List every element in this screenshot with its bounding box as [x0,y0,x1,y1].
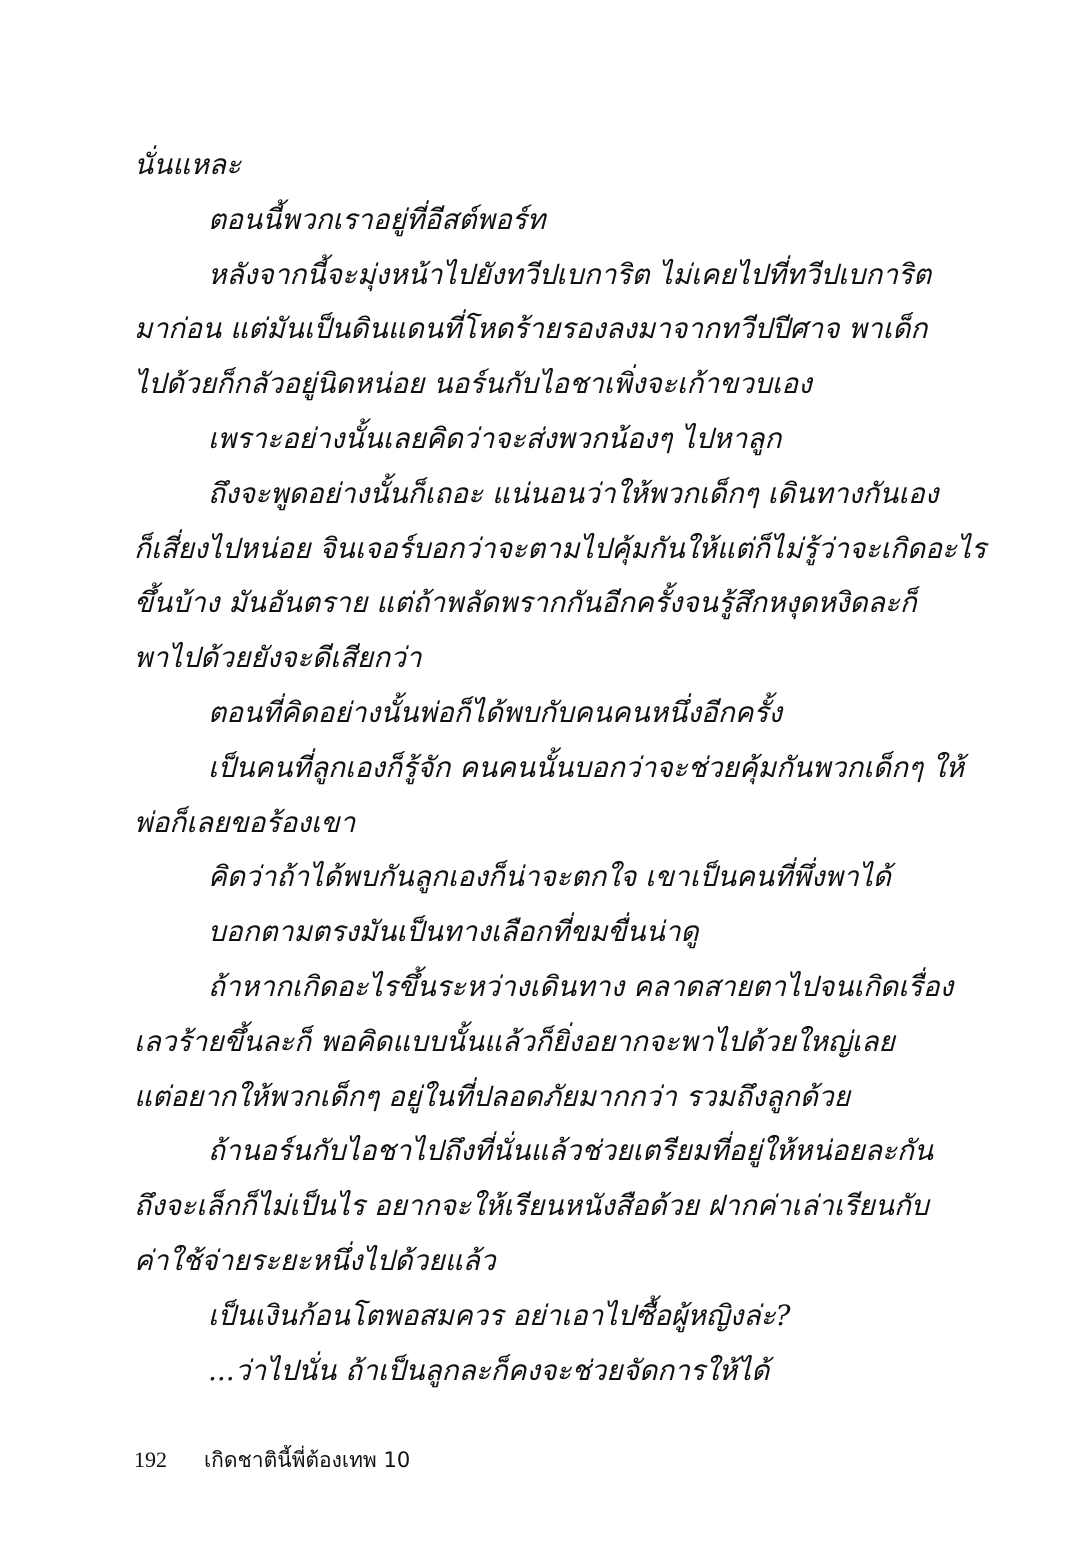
text-line: ถึงจะเล็กก็ไม่เป็นไร อยากจะให้เรียนหนังสือด้วย ฝากค่าเล่าเรียนกับ [134,1189,929,1223]
text-line: ถ้าหากเกิดอะไรขึ้นระหว่างเดินทาง คลาดสายตาไปจนเกิดเรื่อง [208,969,954,1003]
text-line: ถ้านอร์นกับไอชาไปถึงที่นั่นแล้วช่วยเตรียมที่อยู่ให้หน่อยละกัน [208,1134,934,1168]
page-footer [134,1444,410,1477]
text-line: ก็เสี่ยงไปหน่อย จินเจอร์บอกว่าจะตามไปคุ้มกันให้แต่ก็ไม่รู้ว่าจะเกิดอะไร [134,531,987,565]
text-line: เลวร้ายขึ้นละก็ พอคิดแบบนั้นแล้วก็ยิ่งอยากจะพาไปด้วยใหญ่เลย [134,1024,895,1058]
text-line: คิดว่าถ้าได้พบกันลูกเองก็น่าจะตกใจ เขาเป็นคนที่พึ่งพาได้ [208,860,891,894]
book-title: เกิดชาตินี้พี่ต้องเทพ 10 [204,1448,411,1472]
text-line: ตอนที่คิดอย่างนั้นพ่อก็ได้พบกับคนคนหนึ่งอีกครั้ง [208,695,783,729]
text-line: มาก่อน แต่มันเป็นดินแดนที่โหดร้ายรองลงมาจากทวีปปีศาจ พาเด็ก [134,312,928,346]
text-line: ถึงจะพูดอย่างนั้นก็เถอะ แน่นอนว่าให้พวกเด็กๆ เดินทางกันเอง [208,476,939,510]
text-line: พาไปด้วยยังจะดีเสียกว่า [134,641,422,675]
text-line: หลังจากนี้จะมุ่งหน้าไปยังทวีปเบการิต ไม่เคยไปที่ทวีปเบการิต [208,257,932,291]
text-line: นั่นแหละ [134,148,241,181]
text-line: ไปด้วยก็กลัวอยู่นิดหน่อย นอร์นกับไอชาเพิ่งจะเก้าขวบเอง [134,367,812,401]
text-line: เป็นคนที่ลูกเองก็รู้จัก คนคนนั้นบอกว่าจะช่วยคุ้มกันพวกเด็กๆ ให้ [208,750,965,784]
text-line: ตอนนี้พวกเราอยู่ที่อีสต์พอร์ท [208,202,546,236]
body-text [134,138,987,1398]
text-line: เป็นเงินก้อนโตพอสมควร อย่าเอาไปซื้อผู้หญิงล่ะ? [208,1298,791,1332]
text-line: ขึ้นบ้าง มันอันตราย แต่ถ้าพลัดพรากกันอีกครั้งจนรู้สึกหงุดหงิดละก็ [134,586,917,620]
text-line: ...ว่าไปนั่น ถ้าเป็นลูกละก็คงจะช่วยจัดการให้ได้ [208,1353,770,1387]
text-line: เพราะอย่างนั้นเลยคิดว่าจะส่งพวกน้องๆ ไปหาลูก [208,421,782,455]
text-line: ค่าใช้จ่ายระยะหนึ่งไปด้วยแล้ว [134,1243,496,1277]
page-number: 192 [134,1447,167,1472]
text-line: พ่อก็เลยขอร้องเขา [134,805,356,839]
text-line: แต่อยากให้พวกเด็กๆ อยู่ในที่ปลอดภัยมากกว่า รวมถึงลูกด้วย [134,1079,851,1113]
text-line: บอกตามตรงมันเป็นทางเลือกที่ขมขื่นน่าดู [208,915,699,949]
